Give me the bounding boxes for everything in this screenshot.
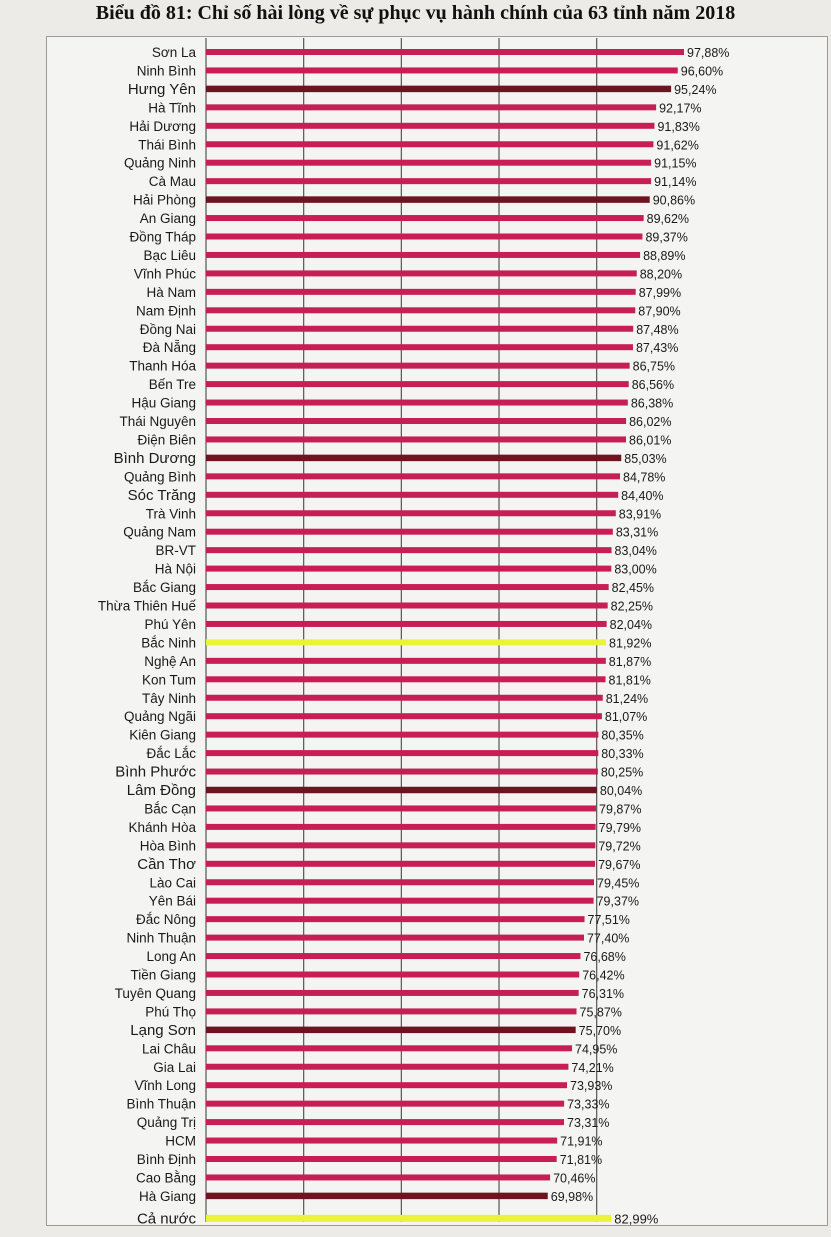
value-label: 88,89% <box>643 248 686 263</box>
bar-37 <box>206 713 602 719</box>
value-label: 91,14% <box>654 175 697 190</box>
bar-45 <box>206 861 595 867</box>
bar-55 <box>206 1045 572 1051</box>
category-label: BR-VT <box>155 543 196 559</box>
value-label: 75,70% <box>578 1023 622 1038</box>
category-label: Long An <box>146 949 196 965</box>
category-label: Tây Ninh <box>141 690 196 706</box>
value-label: 84,40% <box>621 488 664 503</box>
value-label: 71,91% <box>560 1134 603 1149</box>
category-label: Quảng Ngãi <box>123 709 196 725</box>
bar-64 <box>206 1215 611 1222</box>
bar-40 <box>206 769 598 775</box>
category-label: Bình Thuận <box>126 1096 196 1112</box>
category-label: Điện Biên <box>137 432 196 448</box>
bar-61 <box>206 1156 557 1162</box>
category-label: Cao Bằng <box>135 1170 196 1186</box>
value-label: 80,25% <box>600 765 644 780</box>
bar-7 <box>206 160 651 166</box>
bar-60 <box>206 1138 557 1144</box>
category-label: Bình Định <box>136 1152 196 1167</box>
bar-1 <box>206 49 684 55</box>
bar-41 <box>206 787 597 794</box>
bar-53 <box>206 1008 577 1014</box>
value-label: 87,99% <box>638 285 682 300</box>
category-label: Tiền Giang <box>130 967 196 983</box>
category-label: Ninh Thuận <box>126 930 196 946</box>
category-label: An Giang <box>139 211 196 227</box>
value-label: 69,98% <box>550 1189 594 1204</box>
category-label: Nghệ An <box>144 653 196 669</box>
value-label: 90,86% <box>652 193 696 208</box>
bar-6 <box>206 141 653 147</box>
bar-49 <box>206 935 584 941</box>
category-labels <box>98 45 197 1227</box>
category-label: Hậu Giang <box>131 395 196 411</box>
value-label: 91,62% <box>656 138 699 153</box>
category-label: Trà Vinh <box>145 506 196 522</box>
value-label: 82,04% <box>609 617 653 632</box>
bar-17 <box>206 344 633 350</box>
category-label: Hưng Yên <box>127 80 196 98</box>
category-label: Thanh Hóa <box>129 358 196 374</box>
value-label: 70,46% <box>553 1171 596 1186</box>
bar-8 <box>206 178 651 184</box>
value-label: 79,72% <box>598 839 641 854</box>
category-label: Bình Dương <box>113 449 196 467</box>
value-label: 74,21% <box>571 1060 614 1075</box>
category-label: Nam Định <box>135 303 196 319</box>
category-label: Sơn La <box>151 45 196 60</box>
category-label: Thái Nguyên <box>119 414 196 429</box>
value-label: 73,93% <box>570 1079 613 1094</box>
value-label: 76,31% <box>581 986 625 1001</box>
category-label: Yên Bái <box>148 893 196 909</box>
category-label: Bắc Ninh <box>141 635 196 651</box>
bar-3 <box>206 86 671 93</box>
bar-30 <box>206 584 609 590</box>
category-label: Sóc Trăng <box>127 486 196 504</box>
category-label: Lai Châu <box>141 1041 196 1057</box>
value-label: 81,81% <box>608 673 651 688</box>
category-label: Thừa Thiên Huế <box>97 598 196 614</box>
bar-56 <box>206 1064 568 1070</box>
value-labels <box>551 46 730 1226</box>
bar-52 <box>206 990 579 996</box>
bar-11 <box>206 234 642 240</box>
value-label: 76,68% <box>583 950 626 965</box>
bar-28 <box>206 547 612 553</box>
value-label: 83,91% <box>618 507 662 522</box>
bar-23 <box>206 455 621 462</box>
category-label: HCM <box>165 1133 196 1149</box>
category-label: Cà Mau <box>148 174 196 190</box>
bar-43 <box>206 824 596 830</box>
category-label: Vĩnh Long <box>134 1078 196 1094</box>
bar-26 <box>206 510 616 516</box>
bar-27 <box>206 529 613 535</box>
category-label: Kon Tum <box>141 672 196 688</box>
value-label: 87,48% <box>636 322 679 337</box>
bar-25 <box>206 492 618 498</box>
value-label: 71,81% <box>559 1153 603 1167</box>
value-label: 81,24% <box>605 691 649 706</box>
category-label: Lào Cai <box>149 875 196 891</box>
category-label: Bến Tre <box>148 377 196 393</box>
category-label: Cần Thơ <box>137 855 196 873</box>
value-label: 75,87% <box>579 1005 622 1020</box>
chart-title: Biểu đồ 81: Chỉ số hài lòng về sự phục vụ hành chính của 63 tỉnh năm 2018 <box>95 2 736 24</box>
bar-12 <box>206 252 640 258</box>
value-label: 86,01% <box>629 433 672 448</box>
value-label: 82,45% <box>611 581 655 596</box>
category-label: Quảng Bình <box>123 469 196 485</box>
category-label: Quảng Nam <box>123 524 196 540</box>
category-label: Lâm Đồng <box>126 782 196 799</box>
value-label: 81,92% <box>609 636 652 651</box>
value-label: 81,87% <box>608 654 652 669</box>
value-label: 73,31% <box>567 1116 610 1131</box>
category-label: Đắc Lắc <box>146 746 196 762</box>
value-label: 89,37% <box>645 230 688 245</box>
value-label: 83,04% <box>614 544 657 559</box>
category-label: Đắc Nông <box>135 912 196 928</box>
bar-59 <box>206 1119 564 1125</box>
category-label: Đồng Tháp <box>129 229 196 245</box>
bar-39 <box>206 750 598 756</box>
value-label: 86,56% <box>631 378 675 393</box>
category-label: Phú Yên <box>144 616 196 632</box>
category-label: Cả nước <box>136 1210 196 1228</box>
category-label: Vĩnh Phúc <box>133 266 196 282</box>
category-label: Kiên Giang <box>129 727 196 743</box>
value-label: 84,78% <box>623 470 666 485</box>
bar-18 <box>206 363 630 369</box>
value-label: 79,45% <box>597 876 640 891</box>
category-label: Quảng Trị <box>136 1115 196 1131</box>
value-label: 87,90% <box>638 304 681 319</box>
value-label: 73,33% <box>567 1097 610 1112</box>
category-label: Hải Dương <box>129 118 196 134</box>
bar-19 <box>206 381 629 387</box>
value-label: 86,38% <box>630 396 674 411</box>
value-label: 76,42% <box>582 968 625 983</box>
bar-36 <box>206 695 603 701</box>
bar-38 <box>206 732 598 738</box>
value-label: 91,15% <box>654 156 697 171</box>
value-label: 82,99% <box>614 1211 659 1227</box>
value-label: 74,95% <box>575 1042 618 1057</box>
value-label: 80,04% <box>599 784 643 798</box>
bar-62 <box>206 1174 550 1180</box>
category-label: Đà Nẵng <box>142 340 196 356</box>
category-label: Lạng Sơn <box>130 1021 196 1039</box>
bar-5 <box>206 123 654 129</box>
category-label: Quảng Ninh <box>123 155 196 171</box>
value-label: 79,37% <box>596 894 640 909</box>
bar-20 <box>206 400 628 406</box>
bar-16 <box>206 326 633 332</box>
category-label: Hà Tĩnh <box>148 100 196 116</box>
value-label: 79,79% <box>598 820 642 835</box>
value-label: 89,62% <box>646 212 690 227</box>
bar-33 <box>206 639 606 645</box>
bar-14 <box>206 289 636 295</box>
bar-34 <box>206 658 606 664</box>
value-label: 96,60% <box>680 64 724 79</box>
category-label: Bạc Liêu <box>143 247 196 263</box>
value-label: 82,25% <box>610 599 654 614</box>
value-label: 88,20% <box>639 267 683 282</box>
category-label: Đồng Nai <box>139 321 196 337</box>
bar-35 <box>206 676 606 682</box>
value-label: 77,51% <box>587 913 630 928</box>
bar-54 <box>206 1027 576 1034</box>
category-label: Hà Nội <box>154 561 196 577</box>
category-label: Gia Lai <box>153 1059 196 1075</box>
bar-44 <box>206 842 595 848</box>
bar-24 <box>206 473 620 479</box>
bar-2 <box>206 67 678 73</box>
category-label: Bắc Giang <box>132 580 196 596</box>
value-label: 79,67% <box>598 857 641 872</box>
category-label: Khánh Hòa <box>128 819 196 835</box>
bar-51 <box>206 972 579 978</box>
bar-47 <box>206 898 594 904</box>
bar-42 <box>206 805 596 811</box>
bar-31 <box>206 603 608 609</box>
bar-13 <box>206 270 637 276</box>
category-label: Tuyên Quang <box>114 985 196 1001</box>
value-label: 80,33% <box>601 747 644 762</box>
value-label: 86,02% <box>629 415 672 429</box>
bar-4 <box>206 104 656 110</box>
category-label: Bình Phước <box>115 763 196 781</box>
value-label: 77,40% <box>586 931 630 946</box>
bar-46 <box>206 879 594 885</box>
bar-15 <box>206 307 635 313</box>
value-label: 81,07% <box>604 710 648 725</box>
value-label: 86,75% <box>632 359 676 374</box>
bar-21 <box>206 418 626 424</box>
value-label: 87,43% <box>635 341 679 356</box>
bar-58 <box>206 1101 564 1107</box>
category-label: Hà Nam <box>146 284 196 300</box>
bar-32 <box>206 621 607 627</box>
value-label: 85,03% <box>624 451 667 466</box>
category-label: Ninh Bình <box>136 63 196 79</box>
bar-63 <box>206 1193 548 1200</box>
value-label: 83,31% <box>615 525 659 540</box>
category-label: Hà Giang <box>138 1188 196 1204</box>
bar-50 <box>206 953 580 959</box>
bar-48 <box>206 916 585 922</box>
value-label: 92,17% <box>659 101 702 116</box>
bar-29 <box>206 566 611 572</box>
value-label: 83,00% <box>614 562 657 577</box>
bar-22 <box>206 436 626 442</box>
bar-57 <box>206 1082 567 1088</box>
bar-10 <box>206 215 644 221</box>
value-label: 97,88% <box>687 46 730 60</box>
category-label: Phú Thọ <box>145 1004 196 1020</box>
category-label: Hòa Bình <box>139 838 196 854</box>
category-label: Bắc Cạn <box>144 801 196 817</box>
value-label: 80,35% <box>601 728 644 743</box>
bar-9 <box>206 196 650 203</box>
value-label: 95,24% <box>674 82 717 97</box>
category-label: Hải Phòng <box>132 192 196 208</box>
value-label: 91,83% <box>657 119 700 134</box>
category-label: Thái Bình <box>138 137 196 153</box>
value-label: 79,87% <box>599 802 642 817</box>
